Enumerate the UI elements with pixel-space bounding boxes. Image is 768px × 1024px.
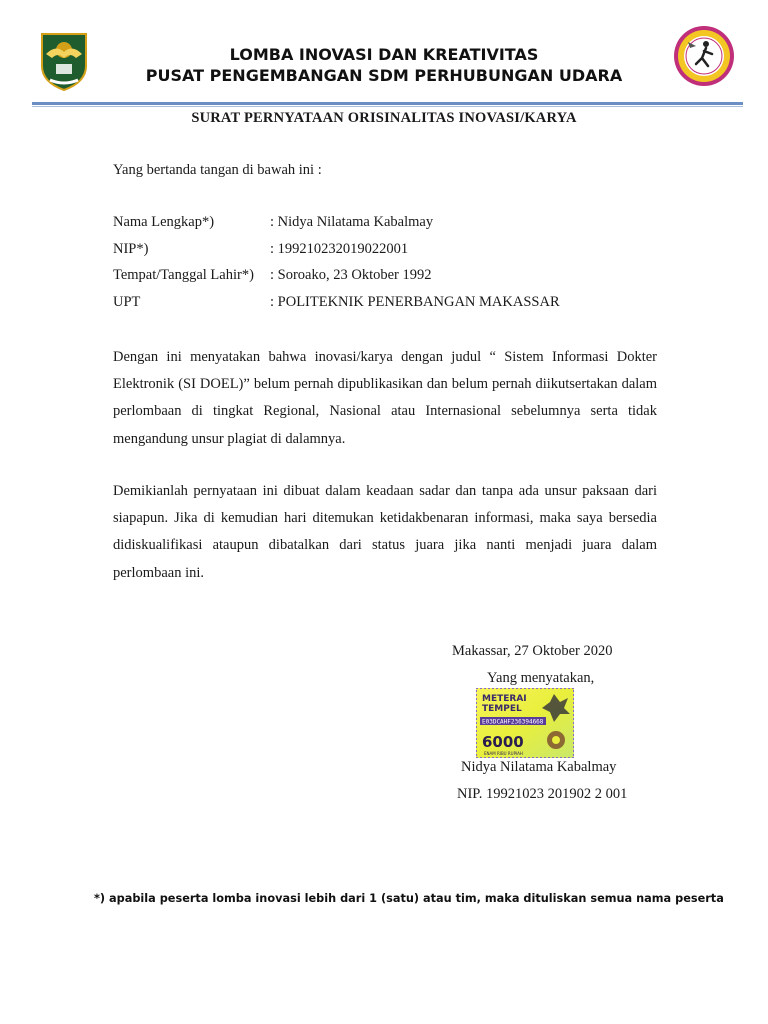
field-label: NIP*) — [113, 240, 149, 257]
revenue-stamp — [476, 688, 574, 758]
svg-text:6000: 6000 — [482, 733, 524, 751]
header-line-1: LOMBA INOVASI DAN KREATIVITAS — [229, 45, 539, 64]
svg-text:METERAI: METERAI — [482, 694, 527, 704]
field-value: : Nidya Nilatama Kabalmay — [270, 214, 434, 230]
field-row-name — [113, 214, 560, 241]
signature-role: Yang menyatakan, — [487, 670, 595, 686]
field-value: : POLITEKNIK PENERBANGAN MAKASSAR — [270, 293, 560, 310]
signature-place-date: Makassar, 27 Oktober 2020 — [452, 643, 613, 659]
left-emblem-logo — [36, 30, 92, 92]
document-header — [100, 44, 668, 86]
field-label: Tempat/Tanggal Lahir*) — [113, 267, 254, 283]
svg-text:E03DCAHF236394668: E03DCAHF236394668 — [482, 718, 544, 726]
field-row-birth — [113, 267, 560, 294]
header-line-2: PUSAT PENGEMBANGAN SDM PERHUBUNGAN UDARA — [145, 66, 623, 85]
header-divider-thin — [32, 106, 743, 107]
field-value: : 199210232019022001 — [270, 240, 409, 257]
field-label: Nama Lengkap*) — [113, 214, 215, 230]
svg-text:ENAM RIBU RUPIAH: ENAM RIBU RUPIAH — [484, 751, 523, 756]
footnote: *) apabila peserta lomba inovasi lebih dari 1 (satu) atau tim, maka dituliskan semua nama peserta — [94, 892, 724, 905]
identity-fields — [113, 214, 560, 320]
right-emblem-logo — [672, 24, 736, 88]
field-value: : Soroako, 23 Oktober 1992 — [270, 267, 432, 283]
document-title: SURAT PERNYATAAN ORISINALITAS INOVASI/KARYA — [191, 110, 577, 126]
field-row-upt — [113, 294, 560, 321]
statement-paragraph: Dengan ini menyatakan bahwa inovasi/karya dengan judul “ Sistem Informasi Dokter Elektronik (SI DOEL)” belum pernah dipublikasikan dan belum pernah diikutsertakan dalam perlombaan di tingkat Regional, Nasional atau Internasional sebelumnya serta tidak mengandung unsur plagiat di dalamnya. — [113, 349, 657, 447]
signer-name: Nidya Nilatama Kabalmay — [461, 759, 617, 775]
closing-paragraph: Demikianlah pernyataan ini dibuat dalam keadaan sadar dan tanpa ada unsur paksaan dari siapapun. Jika di kemudian hari ditemukan ketidakbenaran informasi, maka saya bersedia didiskualifikasi ataupun dibatalkan dari status juara jika nanti menjadi juara dalam perlombaan ini. — [113, 483, 657, 581]
field-label: UPT — [113, 293, 141, 310]
header-divider — [32, 102, 743, 105]
opening-line: Yang bertanda tangan di bawah ini : — [113, 162, 322, 178]
field-row-nip — [113, 241, 560, 268]
signer-nip: NIP. 19921023 201902 2 001 — [457, 786, 628, 802]
svg-text:TEMPEL: TEMPEL — [482, 704, 522, 714]
